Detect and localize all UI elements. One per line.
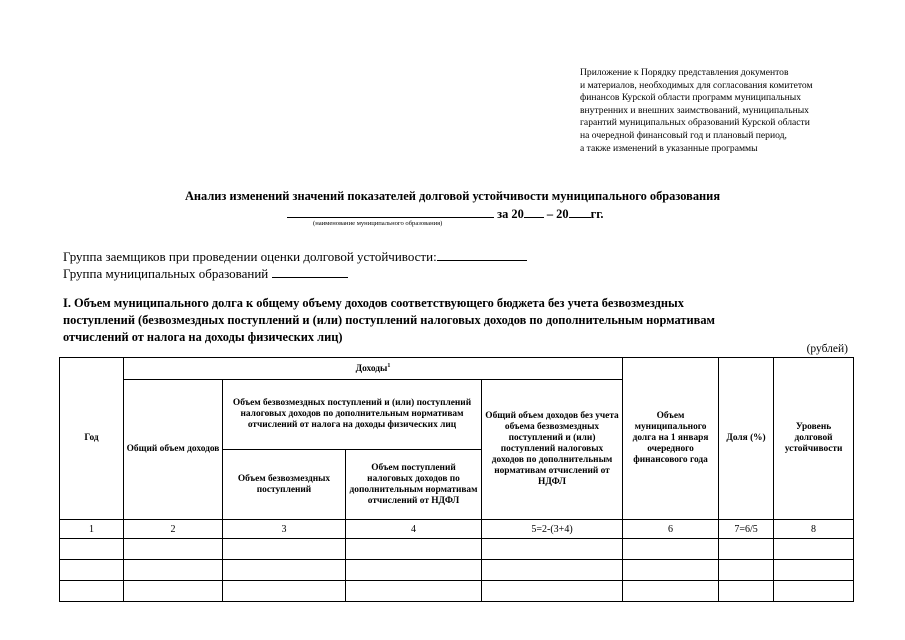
table-cell[interactable]: [223, 581, 346, 602]
appendix-line: на очередной финансовый год и плановый период,: [580, 129, 787, 141]
header-gratuitous: Объем безвозмездных поступлений: [223, 450, 346, 520]
table-cell[interactable]: [223, 560, 346, 581]
municipality-caption: (наименование муниципального образования): [313, 220, 443, 227]
table-cell[interactable]: [623, 560, 719, 581]
table-cell[interactable]: [774, 560, 854, 581]
table-row: [60, 581, 854, 602]
municipal-group-blank: [272, 266, 348, 278]
header-level: Уровень долговой устойчивости: [774, 358, 854, 520]
title-dash: – 20: [546, 207, 569, 221]
table-cell[interactable]: [719, 539, 774, 560]
municipal-group-label: Группа муниципальных образований: [63, 266, 269, 281]
table-cell[interactable]: [124, 539, 223, 560]
table-cell[interactable]: [719, 581, 774, 602]
appendix-line: и материалов, необходимых для согласования комитетом: [580, 79, 813, 91]
table-cell[interactable]: [623, 581, 719, 602]
section-line: отчислений от налога на доходы физических лиц): [63, 330, 343, 344]
groups-block: [63, 248, 527, 282]
column-number: 5=2-(3+4): [482, 520, 623, 539]
year-end-blank: [569, 206, 591, 218]
column-number: 4: [346, 520, 482, 539]
table-cell[interactable]: [774, 581, 854, 602]
units-label: (рублей): [806, 343, 848, 355]
header-share: Доля (%): [719, 358, 774, 520]
municipality-name-blank: [287, 206, 494, 218]
header-year: Год: [60, 358, 124, 520]
table-cell[interactable]: [482, 539, 623, 560]
appendix-line: Приложение к Порядку представления документов: [580, 67, 789, 78]
table-cell[interactable]: [60, 581, 124, 602]
municipal-group-line: [63, 265, 527, 282]
table-cell[interactable]: [719, 560, 774, 581]
column-number: 3: [223, 520, 346, 539]
title-gg: гг.: [590, 207, 604, 221]
table-cell[interactable]: [223, 539, 346, 560]
section-line: поступлений (безвозмездных поступлений и (или) поступлений налоговых доходов по дополнительным нормативам: [63, 313, 715, 327]
table-row: [60, 539, 854, 560]
table-cell[interactable]: [482, 560, 623, 581]
table-row: [60, 560, 854, 581]
header-total-without: Общий объем доходов без учета объема безвозмездных поступлений и (или) поступлений налоговых доходов по дополнительным нормативам отчислений от НДФЛ: [482, 380, 623, 520]
section-line: I. Объем муниципального долга к общему объему доходов соответствующего бюджета без учета безвозмездных: [63, 296, 684, 310]
table-cell[interactable]: [346, 581, 482, 602]
header-income-text: Доходы: [355, 364, 388, 375]
column-number: 8: [774, 520, 854, 539]
appendix-line: внутренних и внешних заимствований, муниципальных: [580, 104, 809, 116]
appendix-note: [580, 67, 880, 155]
table-cell[interactable]: [124, 560, 223, 581]
debt-table: [59, 357, 854, 602]
header-gratuitous-group: Объем безвозмездных поступлений и (или) поступлений налоговых доходов по дополнительным нормативам отчислений от налога на доходы физических лиц: [223, 380, 482, 450]
column-number: 7=6/5: [719, 520, 774, 539]
table-cell[interactable]: [124, 581, 223, 602]
year-start-blank: [524, 206, 544, 218]
borrower-group-label: Группа заемщиков при проведении оценки долговой устойчивости:: [63, 249, 437, 264]
table-cell[interactable]: [346, 560, 482, 581]
column-number: 6: [623, 520, 719, 539]
footnote-mark: 1: [387, 363, 391, 370]
header-debt: Объем муниципального долга на 1 января очередного финансового года: [623, 358, 719, 520]
table-cell[interactable]: [623, 539, 719, 560]
borrower-group-blank: [437, 249, 527, 261]
appendix-line: гарантий муниципальных образований Курской области: [580, 117, 810, 129]
title-za: за 20: [497, 207, 524, 221]
table-cell[interactable]: [346, 539, 482, 560]
appendix-line: а также изменений в указанные программы: [580, 142, 758, 154]
table-cell[interactable]: [60, 539, 124, 560]
header-total-income: Общий объем доходов: [124, 380, 223, 520]
header-tax-income: Объем поступлений налоговых доходов по дополнительным нормативам отчислений от НДФЛ: [346, 450, 482, 520]
header-income: [124, 358, 623, 380]
title-line: Анализ изменений значений показателей долговой устойчивости муниципального образования: [184, 189, 721, 203]
table-cell[interactable]: [482, 581, 623, 602]
column-number: 2: [124, 520, 223, 539]
column-number: 1: [60, 520, 124, 539]
appendix-line: финансов Курской области программ муниципальных: [580, 92, 802, 104]
table-cell[interactable]: [60, 560, 124, 581]
section-heading: [63, 295, 853, 346]
borrower-group-line: [63, 248, 527, 265]
table-cell[interactable]: [774, 539, 854, 560]
